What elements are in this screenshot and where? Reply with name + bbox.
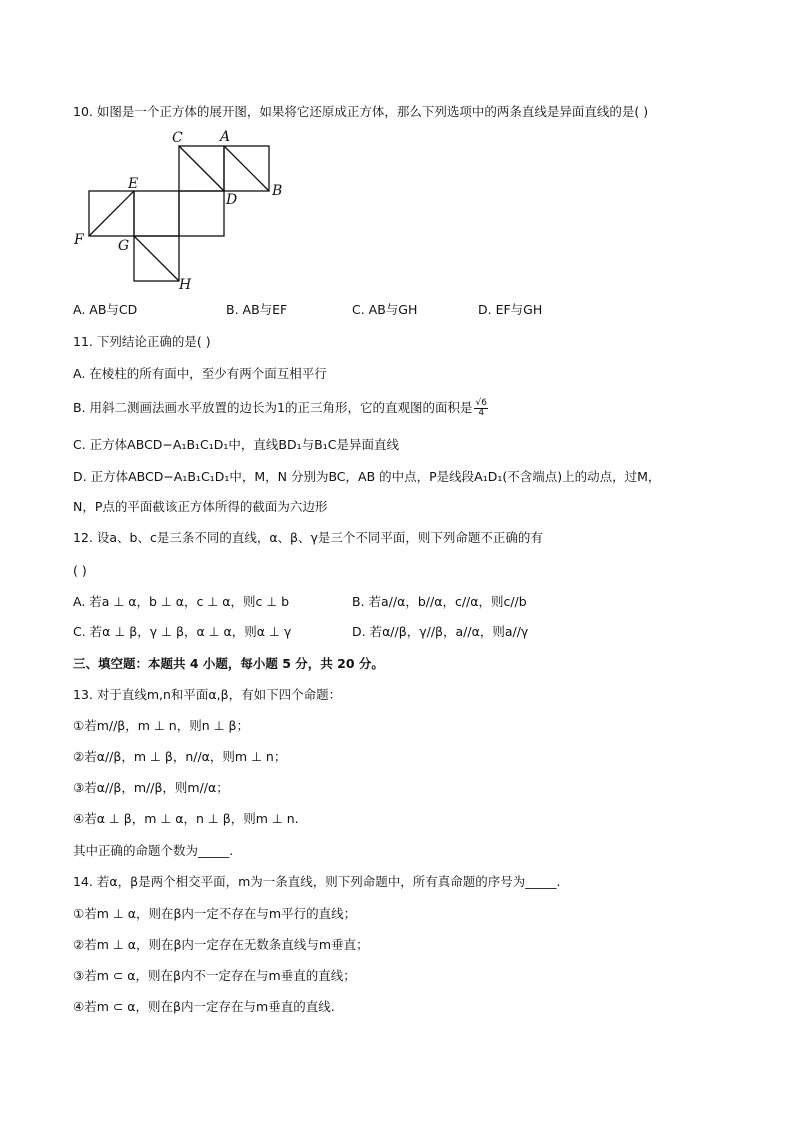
label-G: G bbox=[118, 238, 130, 254]
q11-option-b bbox=[73, 399, 488, 418]
q12-stem: 12. 设a、b、c是三条不同的直线，α、β、γ是三个不同平面，则下列命题不正确的有 bbox=[73, 530, 543, 545]
section-3-heading: 三、填空题：本题共 4 小题，每小题 5 分，共 20 分。 bbox=[73, 656, 384, 671]
q10-option-a: A. AB与CD bbox=[73, 302, 138, 317]
q12-option-b: B. 若a//α，b//α，c//α，则c//b bbox=[352, 594, 527, 609]
q10-option-b: B. AB与EF bbox=[226, 302, 288, 317]
q11-stem: 11. 下列结论正确的是( ) bbox=[73, 334, 211, 349]
label-B: B bbox=[272, 183, 283, 199]
q14-item-3: ③若m ⊂ α，则在β内不一定存在与m垂直的直线； bbox=[73, 968, 356, 983]
q11-option-b-text: B. 用斜二测画法画水平放置的边长为1的正三角形，它的直观图的面积是 bbox=[73, 400, 473, 415]
q10-option-d: D. EF与GH bbox=[478, 302, 543, 317]
q14-stem: 14. 若α，β是两个相交平面，m为一条直线，则下列命题中，所有真命题的序号为_____. bbox=[73, 874, 561, 889]
q11-option-a: A. 在棱柱的所有面中，至少有两个面互相平行 bbox=[73, 366, 327, 381]
q13-stem: 13. 对于直线m,n和平面α,β，有如下四个命题： bbox=[73, 687, 342, 702]
q11-option-b-fraction bbox=[474, 399, 487, 418]
q10-option-c: C. AB与GH bbox=[352, 302, 418, 317]
fraction-numerator: √6 bbox=[475, 398, 487, 408]
q14-item-1: ①若m ⊥ α，则在β内一定不存在与m平行的直线； bbox=[73, 906, 357, 921]
label-C: C bbox=[172, 130, 183, 146]
q13-item-4: ④若α ⊥ β，m ⊥ α，n ⊥ β，则m ⊥ n. bbox=[73, 811, 299, 826]
q12-option-a: A. 若a ⊥ α，b ⊥ α，c ⊥ α，则c ⊥ b bbox=[73, 594, 290, 609]
q12-option-d: D. 若α//β，γ//β，a//α，则a//γ bbox=[352, 624, 529, 639]
q14-item-2: ②若m ⊥ α，则在β内一定存在无数条直线与m垂直； bbox=[73, 937, 369, 952]
q13-item-1: ①若m//β，m ⊥ n，则n ⊥ β； bbox=[73, 718, 249, 733]
label-H: H bbox=[179, 277, 192, 291]
label-E: E bbox=[128, 176, 139, 192]
q13-item-3: ③若α//β，m//β，则m//α； bbox=[73, 780, 229, 795]
q12-paren: ( ) bbox=[73, 563, 87, 578]
q13-item-2: ②若α//β，m ⊥ β，n//α，则m ⊥ n； bbox=[73, 749, 287, 764]
fraction-denominator: 4 bbox=[478, 408, 485, 418]
label-A: A bbox=[220, 129, 231, 145]
q14-item-4: ④若m ⊂ α，则在β内一定存在与m垂直的直线. bbox=[73, 999, 335, 1014]
label-F: F bbox=[74, 232, 84, 248]
q11-option-c: C. 正方体ABCD−A₁B₁C₁D₁中，直线BD₁与B₁C是异面直线 bbox=[73, 437, 399, 452]
q10-stem: 10. 如图是一个正方体的展开图，如果将它还原成正方体，那么下列选项中的两条直线是异面直线的是( ) bbox=[73, 104, 649, 119]
q11-option-d-line2: N，P点的平面截该正方体所得的截面为六边形 bbox=[73, 499, 328, 514]
label-D: D bbox=[226, 192, 238, 208]
q13-tail: 其中正确的命题个数为_____. bbox=[73, 843, 234, 858]
q11-option-d-line1: D. 正方体ABCD−A₁B₁C₁D₁中，M，N 分别为BC，AB 的中点，P是线段A₁D₁(不含端点)上的动点，过M， bbox=[73, 469, 661, 484]
cube-net-figure bbox=[72, 126, 292, 291]
q12-option-c: C. 若α ⊥ β，γ ⊥ β，α ⊥ α，则α ⊥ γ bbox=[73, 624, 292, 639]
